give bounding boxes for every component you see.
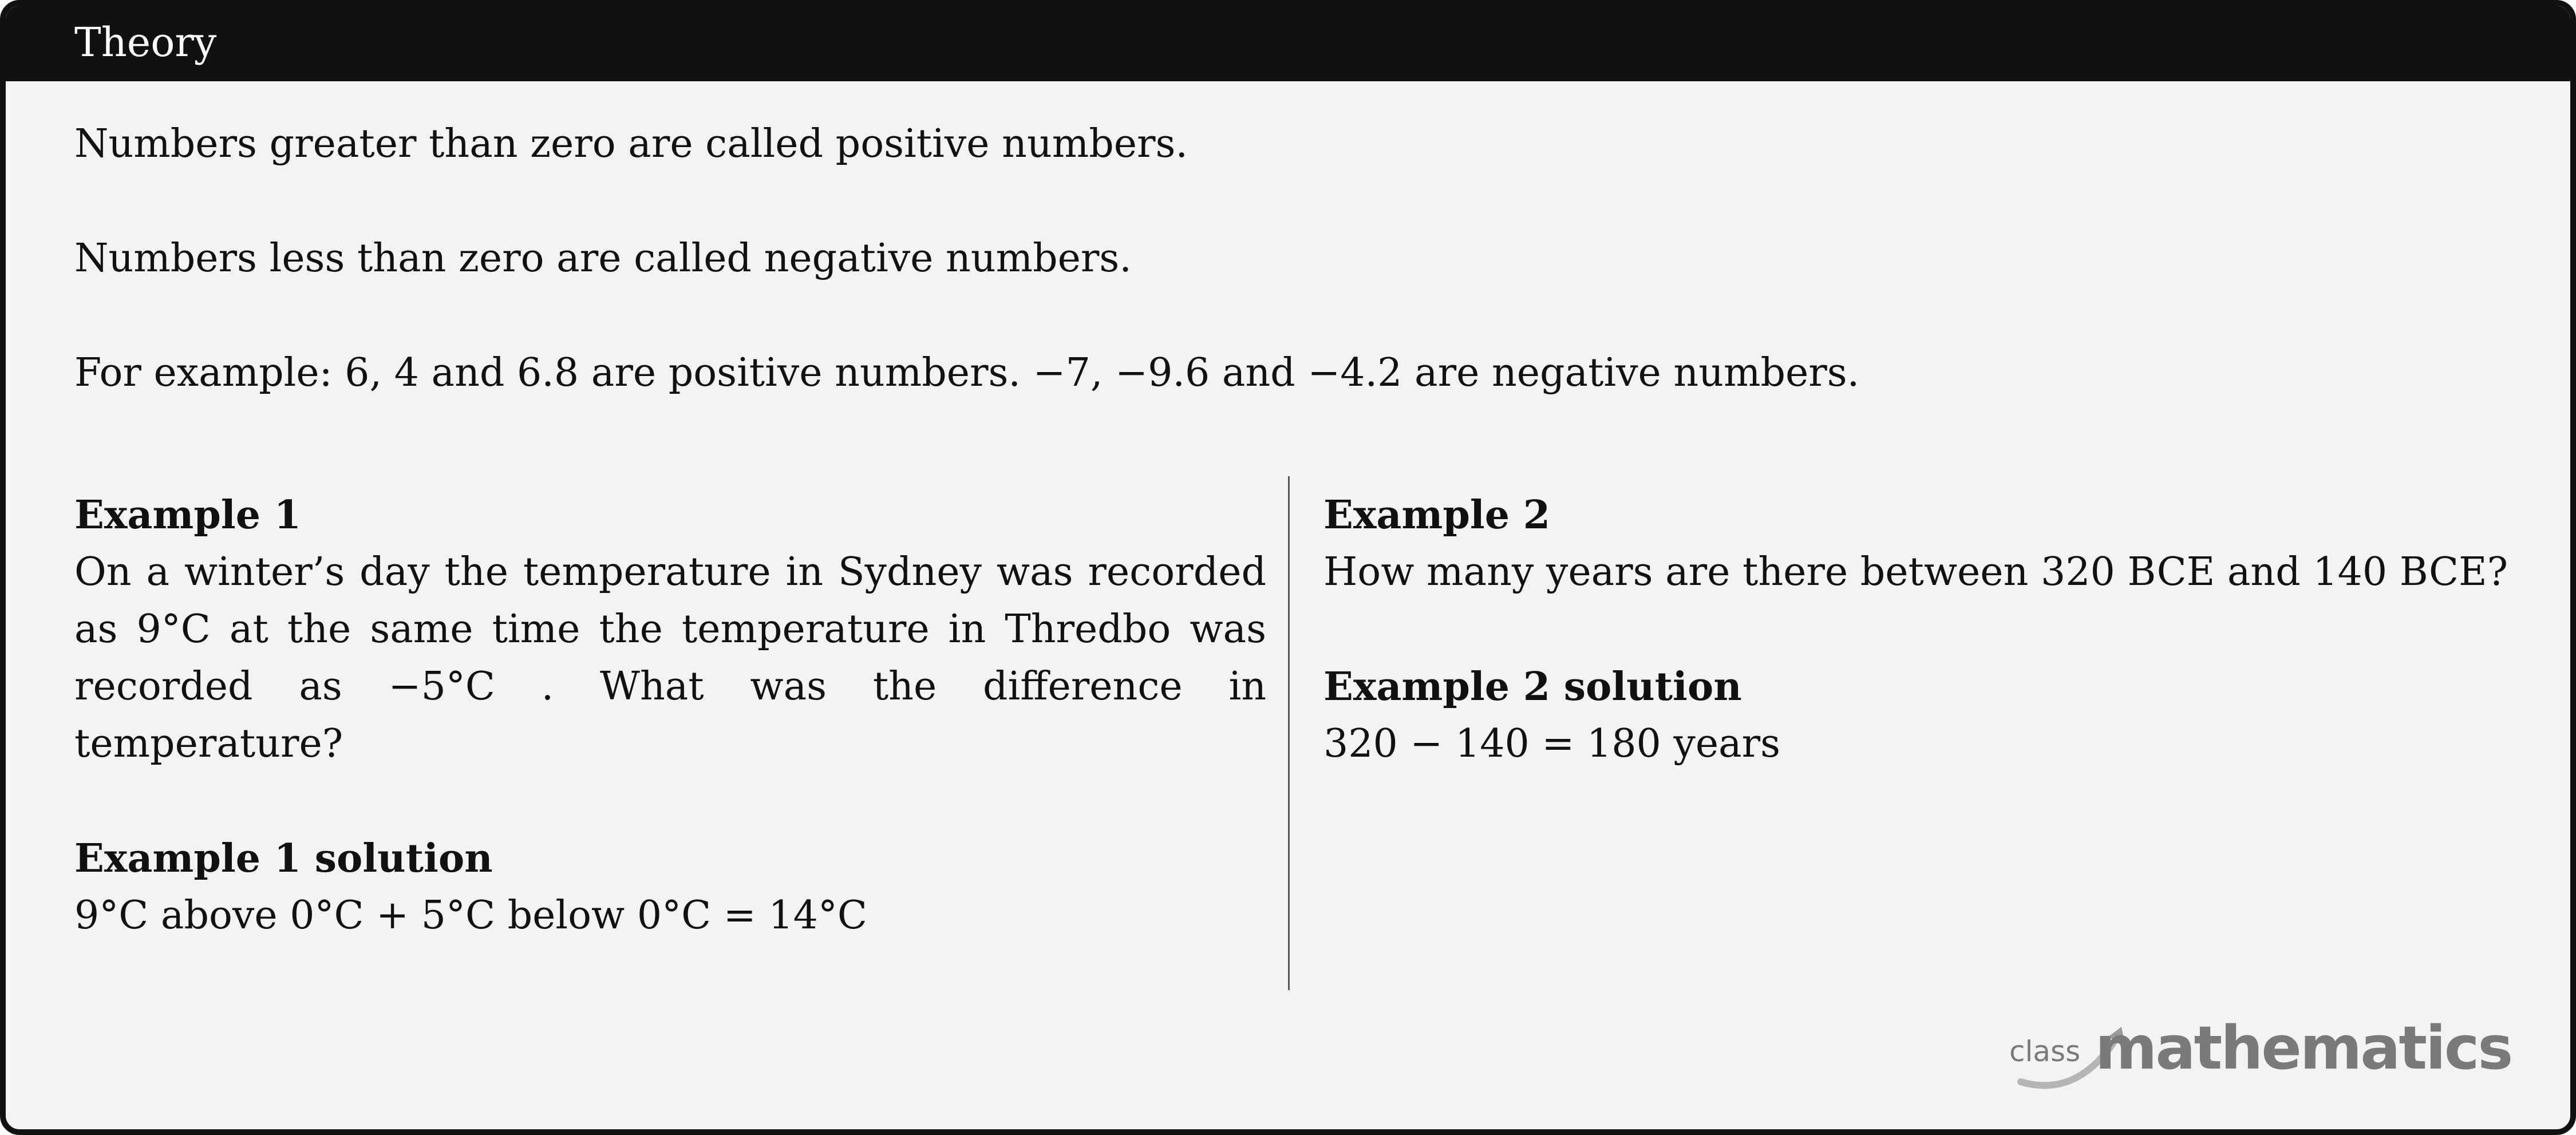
example-2-solution: 320 − 140 = 180 years: [1323, 721, 1781, 766]
example-2-question: How many years are there between 320 BCE and 140 BCE?: [1323, 549, 2508, 595]
spacer: [1323, 601, 2508, 658]
example-2-heading: Example 2: [1323, 492, 1551, 538]
example-1-column: [74, 487, 1266, 944]
header-title: Theory: [74, 19, 217, 66]
logo-prefix: class: [2009, 1035, 2081, 1068]
spacer: [74, 773, 1266, 830]
example-2-column: [1323, 487, 2508, 773]
example-1-heading: Example 1: [74, 492, 302, 538]
card-header: [6, 6, 2570, 81]
example-1-question: On a winter’s day the temperature in Sydney was recorded as 9°C at the same time the temperature in Thredbo was recorded as −5°C . What was the difference in temperature?: [74, 549, 1266, 766]
negative-numbers-definition: Numbers less than zero are called negative numbers.: [74, 236, 1132, 281]
example-1-solution: 9°C above 0°C + 5°C below 0°C = 14°C: [74, 893, 867, 938]
column-divider: [1288, 476, 1290, 990]
example-2-solution-heading: Example 2 solution: [1323, 664, 1742, 710]
example-1-solution-heading: Example 1 solution: [74, 836, 493, 881]
positive-numbers-definition: Numbers greater than zero are called positive numbers.: [74, 121, 1188, 167]
logo-name: mathematics: [2095, 1013, 2512, 1083]
class-mathematics-logo: [2009, 1002, 2524, 1099]
number-examples: For example: 6, 4 and 6.8 are positive numbers. −7, −9.6 and −4.2 are negative numbers.: [74, 350, 1860, 396]
